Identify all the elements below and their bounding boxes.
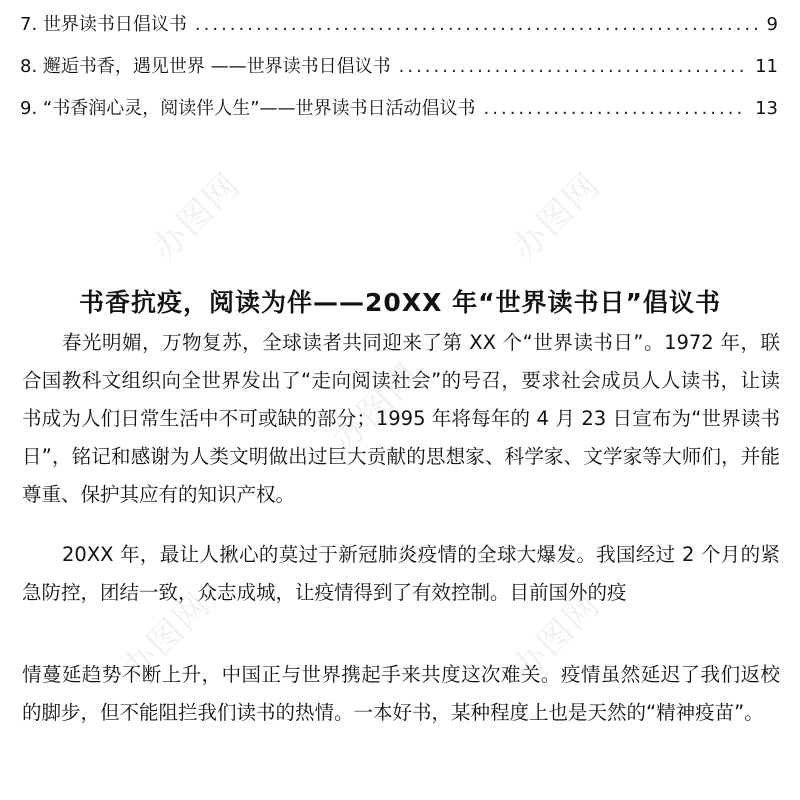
table-of-contents: [20, 12, 778, 138]
watermark: 办图网: [324, 354, 429, 460]
watermark: 办图网: [114, 584, 219, 690]
paragraph-2: 20XX 年，最让人揪心的莫过于新冠肺炎疫情的全球大爆发。我国经过 2 个月的紧急防控，团结一致，众志成城，让疫情得到了有效控制。目前国外的疫: [22, 543, 780, 604]
paragraph-3: 情蔓延趋势不断上升，中国正与世界携起手来共度这次难关。疫情虽然延迟了我们返校的脚步，但不能阻拦我们读书的热情。一本好书，某种程度上也是天然的“精神疫苗”。: [22, 663, 780, 724]
toc-entry-8[interactable]: [20, 54, 778, 96]
toc-entry-title: 7. 世界读书日倡议书: [20, 14, 187, 35]
toc-page-number: 11: [755, 56, 778, 77]
watermark: 办图网: [504, 584, 609, 690]
toc-entry-9[interactable]: [20, 96, 778, 138]
toc-page-number: 9: [766, 14, 778, 35]
article-title: 书香抗疫，阅读为伴——20XX 年“世界读书日”倡议书: [79, 287, 721, 317]
toc-leader-dots: [399, 54, 747, 80]
paragraph-1: 春光明媚，万物复苏，全球读者共同迎来了第 XX 个“世界读书日”。1972 年，联合国教科文组织向全世界发出了“走向阅读社会”的号召，要求社会成员人人读书，让读书成为人们日常生活中不可或缺的部分；1995 年将每年的 4 月 23 日宣布为“世界读书日”，铭记和感谢为人类文明做出过巨大贡献的思想家、科学家、文学家等大师们，并能尊重、保护其应有的知识产权。: [22, 331, 780, 506]
toc-page-number: 13: [755, 98, 778, 119]
toc-entry-title: 8. 邂逅书香，遇见世界 ——世界读书日倡议书: [20, 56, 391, 77]
toc-leader-dots: [195, 12, 759, 38]
watermark: 办图网: [144, 164, 249, 270]
toc-entry-title: 9. “书香润心灵，阅读伴人生”——世界读书日活动倡议书: [20, 98, 476, 119]
toc-entry-7[interactable]: [20, 12, 778, 54]
toc-leader-dots: [484, 96, 748, 122]
watermark: 办图网: [504, 164, 609, 270]
